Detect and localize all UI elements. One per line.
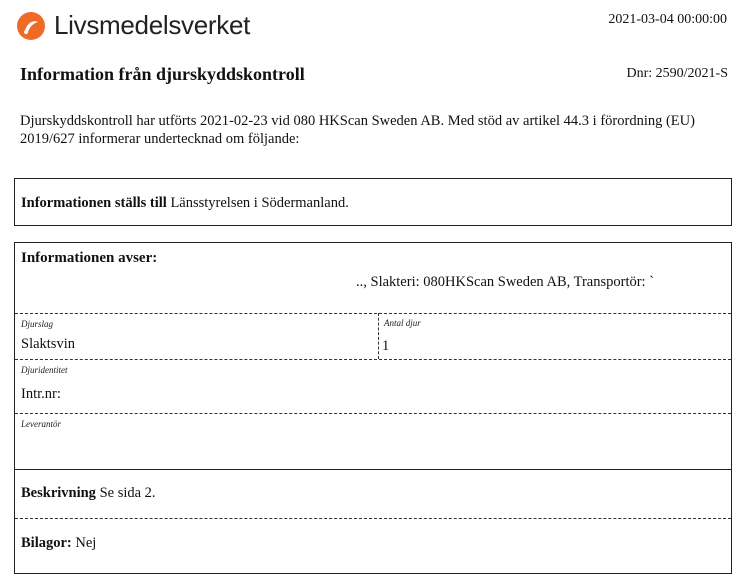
subject-heading: Informationen avser:: [21, 250, 158, 266]
livsmedelsverket-logo-icon: [16, 11, 46, 41]
antal-djur-value: 1: [382, 338, 390, 354]
column-divider: [378, 313, 379, 359]
djuridentitet-value: Intr.nr:: [21, 386, 61, 402]
leverantor-label: Leverantör: [21, 419, 61, 429]
djurslag-label: Djurslag: [21, 319, 54, 329]
divider: [15, 518, 731, 519]
recipient-box: [14, 178, 732, 226]
document-datetime: 2021-03-04 00:00:00: [608, 12, 727, 27]
divider: [15, 313, 731, 314]
recipient-value: Länsstyrelsen i Södermanland.: [170, 195, 349, 211]
details-box: [14, 242, 732, 574]
recipient-label: Informationen ställs till: [21, 195, 167, 211]
intro-line-1: Djurskyddskontroll har utförts 2021-02-23 vid 080 HKScan Sweden AB. Med stöd av artikel 44.3 i förordning (EU): [20, 113, 695, 129]
description-label: Beskrivning: [21, 485, 96, 501]
subject-text: [21, 272, 721, 291]
subject-visible-text: .., Slakteri: 080HKScan Sweden AB, Transportör: `: [356, 274, 655, 290]
antal-djur-label: Antal djur: [384, 318, 421, 328]
attachments-line: [21, 535, 96, 552]
brand-name: Livsmedelsverket: [54, 10, 251, 40]
divider: [15, 359, 731, 360]
dnr-number: Dnr: 2590/2021-S: [626, 66, 728, 81]
intro-paragraph: [20, 112, 720, 148]
redacted-area: [21, 272, 356, 286]
attachments-value: Nej: [75, 535, 97, 551]
brand-logo: [16, 10, 250, 41]
intro-line-2: 2019/627 informerar undertecknad om följande:: [20, 131, 300, 147]
redacted-line: [21, 293, 341, 305]
djurslag-value: Slaktsvin: [21, 336, 75, 352]
description-line: [21, 485, 156, 502]
section-divider: [15, 469, 731, 470]
recipient-line: [21, 195, 349, 212]
attachments-label: Bilagor:: [21, 535, 72, 551]
description-value: Se sida 2.: [99, 485, 156, 501]
page-title: Information från djurskyddskontroll: [20, 64, 305, 84]
djuridentitet-label: Djuridentitet: [21, 365, 68, 375]
divider: [15, 413, 731, 414]
